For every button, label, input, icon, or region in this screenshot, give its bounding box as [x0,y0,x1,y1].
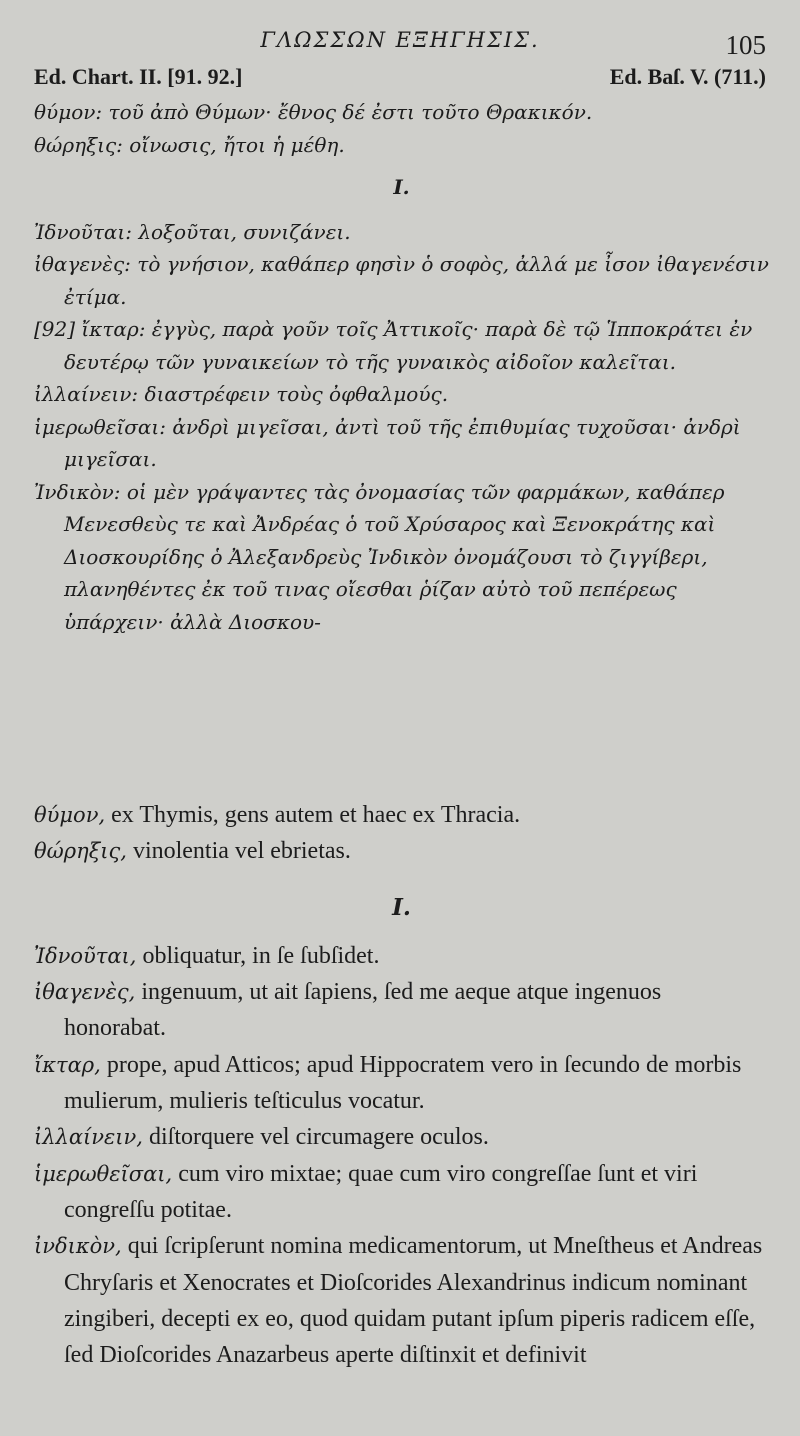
greek-headword: Ἰνδικὸν: [34,479,121,504]
latin-entry [34,1119,769,1155]
greek-entry [34,216,769,249]
greek-headword: ἰθαγενὲς: [34,252,131,276]
greek-headword: θύμον: [34,100,103,124]
latin-entry [34,1228,769,1373]
greek-gloss: διαστρέφειν τοὺς ὀφθαλμούς. [144,382,449,406]
latin-headword: Ἰδνοῦται, [34,943,137,968]
greek-text-block [34,96,769,638]
latin-gloss: obliquatur, in ſe ſubſidet. [142,942,380,969]
latin-entry [34,1047,769,1120]
latin-headword: ἰθαγενὲς, [34,980,136,1005]
greek-headword: [92] ἴκταρ: [34,317,146,341]
latin-headword: θύμον, [34,803,106,827]
edition-reference-left: Ed. Chart. II. [91. 92.] [34,64,243,89]
greek-headword: θώρηξις: [34,132,123,157]
greek-headword: ἱμερωθεῖσαι: [34,414,166,439]
page-number: 105 [725,30,766,60]
greek-gloss: ἐγγὺς, παρὰ γοῦν τοῖς Ἀττικοῖς· παρὰ δὲ τῷ Ἱπποκράτει ἐν δευτέρῳ τῶν γυναικείων τὸ τῆς γυναικὸς αἰδοῖον καλεῖται. [64,317,753,374]
greek-gloss: τὸ γνήσιον, καθάπερ φησὶν ὁ σοφὸς, ἀλλά με ἶσον ἰθαγενέσιν ἐτίμα. [64,252,769,309]
latin-headword: ἱμερωθεῖσαι, [34,1161,173,1186]
greek-entry [34,96,769,129]
greek-gloss: τοῦ ἀπὸ Θύμων· ἔθνος δέ ἐστι τοῦτο Θρακικόν. [108,100,593,124]
greek-entry [34,411,769,476]
greek-gloss: ἀνδρὶ μιγεῖσαι, ἀντὶ τοῦ τῆς ἐπιθυμίας τυχοῦσαι· ἀνδρὶ μιγεῖσαι. [64,414,741,471]
latin-gloss: qui ſcripſerunt nomina medicamentorum, ut Mneſtheus et Andreas Chryſaris et Xenocrates et Dioſcorides Alexandrinus indicum nominant zingiberi, decepti ex eo, quod quidam putant ipſum piperis radicem eſſe, ſed Dioſcorides Anazarbeus aperte diſtinxit et definivit [64,1233,763,1369]
latin-entry [34,938,769,974]
latin-entry [34,1156,769,1229]
latin-gloss: ingenuum, ut ait ſapiens, ſed me aeque atque ingenuos honorabat. [64,979,662,1042]
greek-entry [34,129,769,162]
greek-entry [34,476,769,639]
greek-gloss: λοξοῦται, συνιζάνει. [138,219,351,244]
latin-translation-block [34,797,769,1373]
latin-entry [34,833,769,869]
latin-entry [34,797,769,833]
greek-entry [34,313,769,378]
greek-headword: ἰλλαίνειν: [34,382,139,406]
greek-section-letter: Ι. [393,175,410,199]
greek-headword: Ἰδνοῦται: [34,219,132,244]
running-title: ΓΛΩΣΣΩΝ ΕΞΗΓΗΣΙΣ. [260,28,540,52]
greek-entry [34,248,769,313]
greek-entry [34,378,769,411]
latin-gloss: ex Thymis, gens autem et haec ex Thracia. [111,802,521,828]
latin-section-letter: I. [392,893,411,921]
latin-gloss: diſtorquere vel circumagere oculos. [148,1124,489,1151]
latin-gloss: vinolentia vel ebrietas. [132,838,351,865]
latin-headword: ἰνδικὸν, [34,1234,122,1259]
latin-gloss: cum viro mixtae; quae cum viro congreſſae ſunt et viri congreſſu potitae. [64,1160,698,1223]
latin-gloss: prope, apud Atticos; apud Hippocratem vero in ſecundo de morbis mulierum, mulieris teſticulus vocatur. [64,1051,742,1115]
latin-headword: ἰλλαίνειν, [34,1125,143,1150]
latin-headword: θώρηξις, [34,839,127,864]
latin-headword: ἴκταρ, [34,1052,101,1077]
greek-gloss: οἴνωσις, ἤτοι ἡ μέθη. [129,132,345,157]
latin-entry [34,974,769,1047]
edition-reference-right: Ed. Baſ. V. (711.) [609,64,766,89]
greek-gloss: οἱ μὲν γράψαντες τὰς ὀνομασίας τῶν φαρμάκων, καθάπερ Μενεσθεὺς τε καὶ Ἀνδρέας ὁ τοῦ Χρύσαρος καὶ Ξενοκράτης καὶ Διοσκουρίδης ὁ Ἀλεξανδρεὺς Ἰνδικὸν ὀνομάζουσι τὸ ζιγγίβερι, πλανηθέντες ἐκ τοῦ τινας οἴεσθαι ῥίζαν αὐτὸ τοῦ πεπέρεως ὑπάρχειν· ἀλλὰ Διοσκου- [64,479,725,634]
